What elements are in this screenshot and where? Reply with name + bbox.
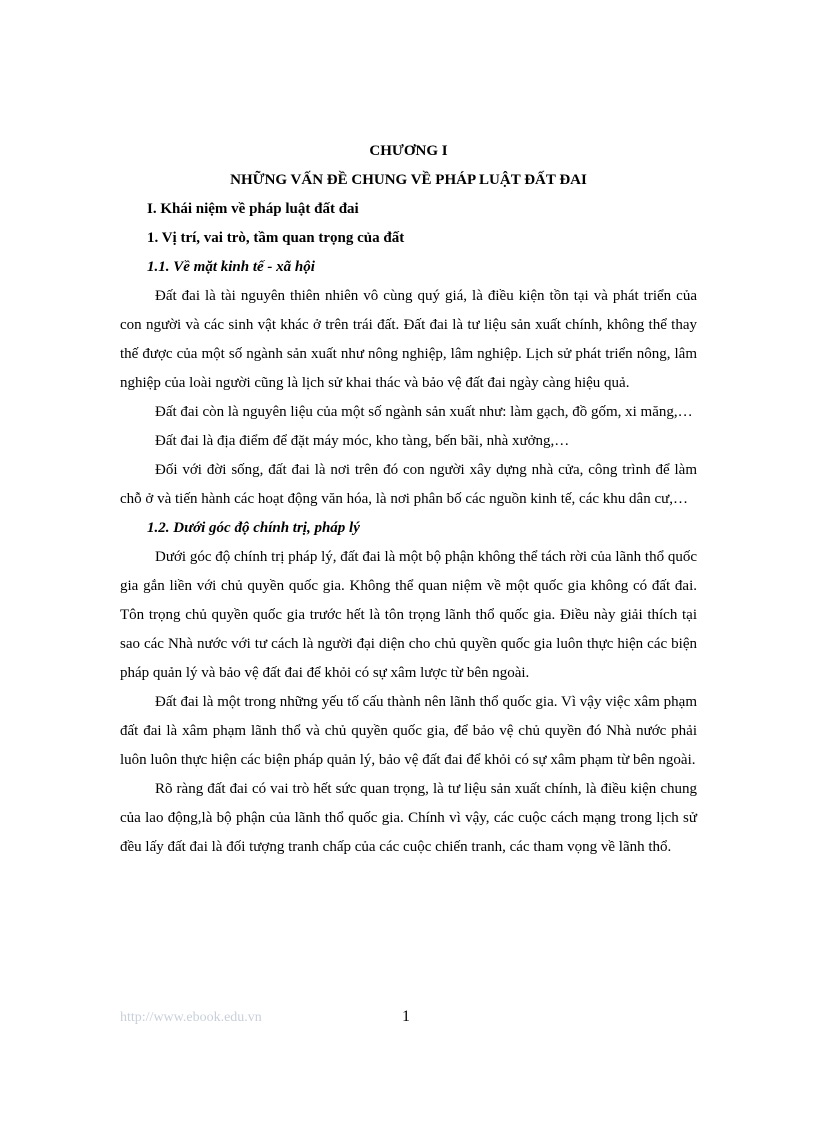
paragraph: Đất đai còn là nguyên liệu của một số ngành sản xuất như: làm gạch, đồ gốm, xi măng,…	[155, 404, 693, 420]
paragraph: Đất đai là tài nguyên thiên nhiên vô cùng quý giá, là điều kiện tồn tại và phát triển của con người và các sinh vật khác ở trên trái đất. Đất đai là tư liệu sản xuất chính, không thể thay thế được của một số ngành sản xuất như nông nghiệp, lâm nghiệp. Lịch sử phát triển nông, lâm nghiệp của loài người cũng là lịch sử khai thác và bảo vệ đất đai ngày càng hiệu quả.	[120, 288, 697, 391]
paragraph: Dưới góc độ chính trị pháp lý, đất đai là một bộ phận không thể tách rời của lãnh thổ quốc gia gắn liền với chủ quyền quốc gia. Không thể quan niệm về một quốc gia không có đất đai. Tôn trọng chủ quyền quốc gia trước hết là tôn trọng lãnh thổ quốc gia. Điều này giải thích tại sao các Nhà nước với tư cách là người đại diện cho chủ quyền quốc gia luôn thực hiện các biện pháp quản lý và bảo vệ đất đai để khỏi có sự xâm lược từ bên ngoài.	[120, 549, 697, 681]
paragraph: Rõ ràng đất đai có vai trò hết sức quan trọng, là tư liệu sản xuất chính, là điều kiện chung của lao động,là bộ phận của lãnh thổ quốc gia. Chính vì vậy, các cuộc cách mạng trong lịch sử đều lấy đất đai là đối tượng tranh chấp của các cuộc chiến tranh, các tham vọng về lãnh thổ.	[120, 781, 697, 855]
paragraph: Đối với đời sống, đất đai là nơi trên đó con người xây dựng nhà cửa, công trình để làm chỗ ở và tiến hành các hoạt động văn hóa, là nơi phân bố các nguồn kinh tế, các khu dân cư,…	[120, 462, 697, 507]
page-content	[120, 137, 697, 862]
page-number: 1	[402, 1008, 410, 1025]
paragraph: Đất đai là một trong những yếu tố cấu thành nên lãnh thổ quốc gia. Vì vậy việc xâm phạm đất đai là xâm phạm lãnh thổ và chủ quyền quốc gia, để bảo vệ chủ quyền đó Nhà nước phải luôn luôn thực hiện các biện pháp quản lý, bảo vệ đất đai để khỏi có sự xâm phạm từ bên ngoài.	[120, 694, 697, 768]
section-heading: I. Khái niệm về pháp luật đất đai	[147, 201, 359, 217]
footer-url-watermark: http://www.ebook.edu.vn	[120, 1010, 262, 1025]
chapter-number: CHƯƠNG I	[369, 143, 448, 159]
chapter-title: NHỮNG VẤN ĐỀ CHUNG VỀ PHÁP LUẬT ĐẤT ĐAI	[230, 172, 587, 188]
section-subheading: 1. Vị trí, vai trò, tầm quan trọng của đất	[147, 230, 405, 246]
paragraph: Đất đai là địa điểm để đặt máy móc, kho tàng, bến bãi, nhà xưởng,…	[155, 433, 570, 449]
subsection-heading-1-2: 1.2. Dưới góc độ chính trị, pháp lý	[147, 520, 360, 536]
subsection-heading-1-1: 1.1. Về mặt kinh tế - xã hội	[147, 259, 315, 275]
